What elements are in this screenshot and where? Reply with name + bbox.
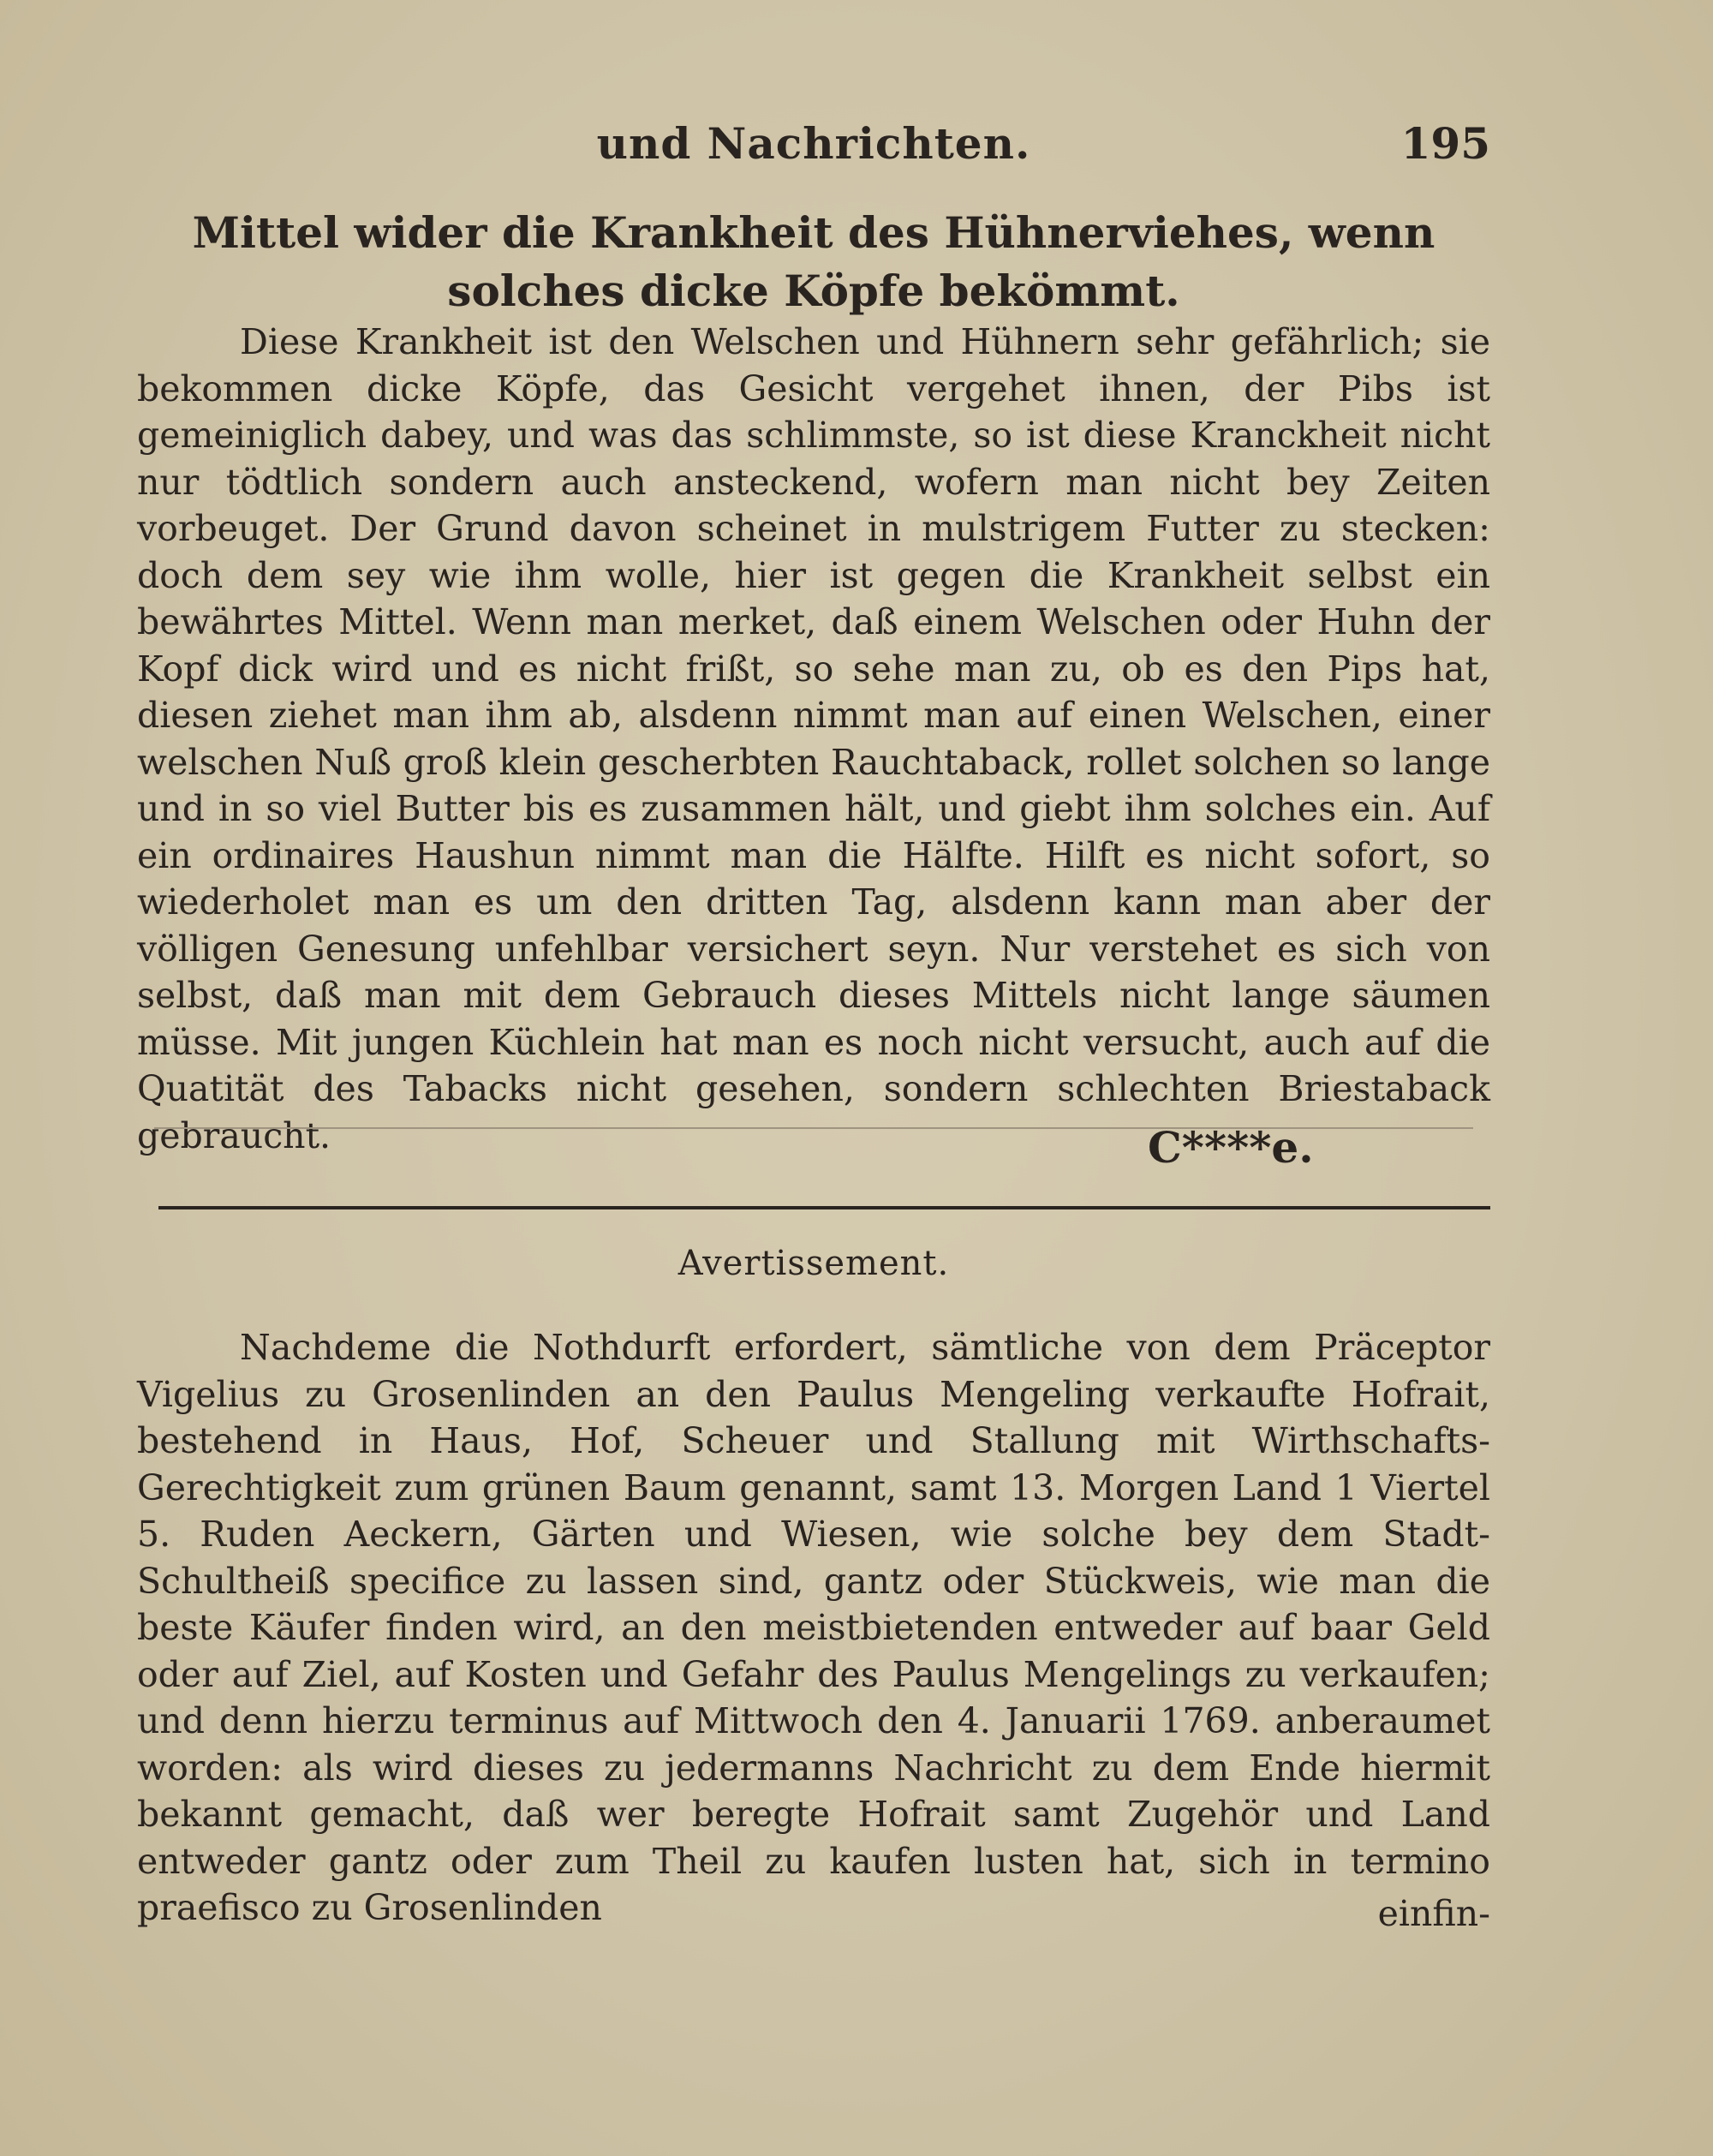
advertisement-paragraph: Nachdeme die Nothdurft erfordert, sämtliche von dem Präceptor Vigelius zu Grosenlinden an den Paulus Mengeling verkaufte Hofrait, bestehend in Haus, Hof, Scheuer und Stallung mit Wirthschafts-Gerechtigkeit zum grünen Baum genannt, samt 13. Morgen Land 1 Viertel 5. Ruden Aeckern, Gärten und Wiesen, wie solche bey dem Stadt-Schultheiß specifice zu lassen sind, gantz oder Stückweis, wie man die beste Käufer finden wird, an den meistbietenden entweder auf baar Geld oder auf Ziel, auf Kosten und Gefahr des Paulus Mengelings zu verkaufen; und denn hierzu terminus auf Mittwoch den 4. Januarii 1769. anberaumet worden: als wird dieses zu jedermanns Nachricht zu dem Ende hiermit bekannt gemacht, daß wer beregte Hofrait samt Zugehör und Land entweder gantz oder zum Theil zu kaufen lusten hat, sich in termino praefisco zu Grosenlinden <box>137 1327 1490 1928</box>
article-title: Mittel wider die Krankheit des Hühnerviehes, wenn solches dicke Köpfe bekömmt. <box>192 207 1435 316</box>
section-title: Avertissement. <box>677 1244 950 1283</box>
page-number: 195 <box>1400 118 1490 169</box>
catchword: einfin- <box>1377 1893 1490 1934</box>
running-head: und Nachrichten. <box>596 118 1031 169</box>
signature: C****e. <box>1148 1122 1314 1173</box>
page-header <box>137 118 1490 178</box>
advertisement-body <box>137 1324 1490 1932</box>
section-divider <box>158 1206 1490 1209</box>
article-paragraph: Diese Krankheit ist den Welschen und Hühnern sehr gefährlich; sie bekommen dicke Köpfe, das Gesicht vergehet ihnen, der Pibs ist gemeiniglich dabey, und was das schlimmste, so ist diese Kranckheit nicht nur tödtlich sondern auch ansteckend, wofern man nicht bey Zeiten vorbeuget. Der Grund davon scheinet in mulstrigem Futter zu stecken: doch dem sey wie ihm wolle, hier ist gegen die Krankheit selbst ein bewährtes Mittel. Wenn man merket, daß einem Welschen oder Huhn der Kopf dick wird und es nicht frißt, so sehe man zu, ob es den Pips hat, diesen ziehet man ihm ab, alsdenn nimmt man auf einen Welschen, einer welschen Nuß groß klein gescherbten Rauchtaback, rollet solchen so lange und in so viel Butter bis es zusammen hält, und giebt ihm solches ein. Auf ein ordinaires Haushun nimmt man die Hälfte. Hilft es nicht sofort, so wiederholet man es um den dritten Tag, alsdenn kann man aber der völligen Genesung unfehlbar versichert seyn. Nur verstehet es sich von selbst, daß man mit dem Gebrauch dieses Mittels nicht lange säumen müsse. Mit jungen Küchlein hat man es noch nicht versucht, auch auf die Quatität des Tabacks nicht gesehen, sondern schlechten Briestaback gebraucht. <box>137 321 1490 1156</box>
article-body <box>137 319 1490 1159</box>
